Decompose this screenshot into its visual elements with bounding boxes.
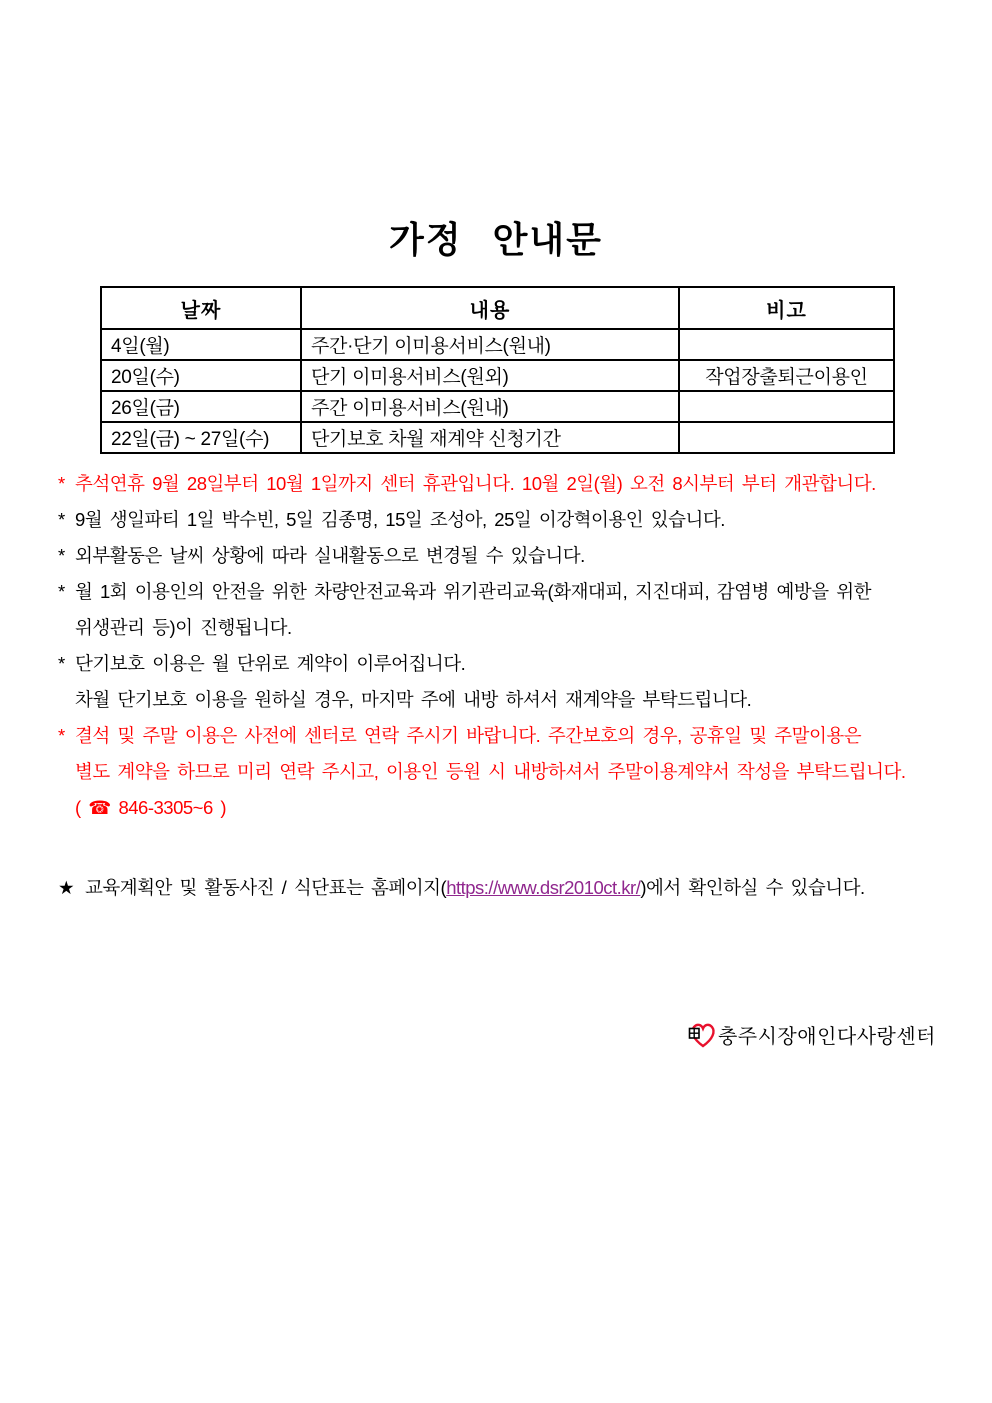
cell-date: 4일(월) [101, 329, 301, 360]
notice-text: ( ☎ 846-3305~6 ) [75, 797, 227, 818]
notice-text: 결석 및 주말 이용은 사전에 센터로 연락 주시기 바랍니다. 주간보호의 경우, 공휴일 및 주말이용은 [75, 725, 862, 746]
table-row [101, 391, 894, 422]
notice-list [58, 466, 992, 826]
cell-date: 20일(수) [101, 360, 301, 391]
footer [687, 1020, 936, 1049]
notice-safety-education [58, 574, 992, 610]
notice-shortterm-contract-cont [58, 682, 992, 718]
table-row [101, 329, 894, 360]
asterisk-bullet-icon: * [58, 509, 65, 530]
star-bullet-icon: ★ [58, 877, 75, 898]
cell-note: 작업장출퇴근이용인 [679, 360, 894, 391]
asterisk-bullet-icon: * [58, 581, 65, 602]
table-row [101, 360, 894, 391]
homepage-suffix-text: )에서 확인하실 수 있습니다. [640, 877, 865, 898]
cell-note [679, 422, 894, 453]
notice-text: 추석연휴 9월 28일부터 10월 1일까지 센터 휴관입니다. 10월 2일(월) 오전 8시부터 부터 개관합니다. [75, 473, 876, 494]
notice-safety-education-cont [58, 610, 992, 646]
notice-birthday-party [58, 502, 992, 538]
cell-content: 단기보호 차월 재계약 신청기간 [301, 422, 679, 453]
notice-phone-number [58, 790, 992, 826]
asterisk-bullet-icon: * [58, 473, 65, 494]
notice-outdoor-activity [58, 538, 992, 574]
cell-content: 주간 이미용서비스(원내) [301, 391, 679, 422]
notice-text: 월 1회 이용인의 안전을 위한 차량안전교육과 위기관리교육(화재대피, 지진대피, 감염병 예방을 위한 [75, 581, 871, 602]
homepage-notice-line [58, 870, 992, 906]
homepage-prefix-text: 교육계획안 및 활동사진 / 식단표는 홈페이지( [85, 877, 447, 898]
cell-note [679, 329, 894, 360]
notice-shortterm-contract [58, 646, 992, 682]
notice-text: 9월 생일파티 1일 박수빈, 5일 김종명, 15일 조성아, 25일 이강혁이용인 있습니다. [75, 509, 725, 530]
cell-content: 단기 이미용서비스(원외) [301, 360, 679, 391]
homepage-link[interactable]: https://www.dsr2010ct.kr/ [446, 877, 641, 898]
heart-logo-icon [687, 1021, 717, 1049]
cell-date: 22일(금) ~ 27일(수) [101, 422, 301, 453]
cell-date: 26일(금) [101, 391, 301, 422]
table-row [101, 422, 894, 453]
cell-content: 주간·단기 이미용서비스(원내) [301, 329, 679, 360]
schedule-table [100, 286, 895, 454]
organization-name: 충주시장애인다사랑센터 [717, 1026, 936, 1048]
notice-text: 차월 단기보호 이용을 원하실 경우, 마지막 주에 내방 하셔서 재계약을 부탁드립니다. [75, 689, 752, 710]
asterisk-bullet-icon: * [58, 653, 65, 674]
notice-absence-weekend [58, 718, 992, 754]
cell-note [679, 391, 894, 422]
column-header-content: 내용 [301, 287, 679, 329]
notice-absence-weekend-cont [58, 754, 992, 790]
notice-holiday-closure [58, 466, 992, 502]
table-header-row [101, 287, 894, 329]
asterisk-bullet-icon: * [58, 545, 65, 566]
column-header-date: 날짜 [101, 287, 301, 329]
notice-text: 단기보호 이용은 월 단위로 계약이 이루어집니다. [75, 653, 466, 674]
column-header-note: 비고 [679, 287, 894, 329]
page-title: 가정 안내문 [389, 219, 603, 260]
asterisk-bullet-icon: * [58, 725, 65, 746]
notice-text: 별도 계약을 하므로 미리 연락 주시고, 이용인 등원 시 내방하셔서 주말이용계약서 작성을 부탁드립니다. [75, 761, 906, 782]
notice-text: 외부활동은 날씨 상황에 따라 실내활동으로 변경될 수 있습니다. [75, 545, 585, 566]
notice-text: 위생관리 등)이 진행됩니다. [75, 617, 292, 638]
